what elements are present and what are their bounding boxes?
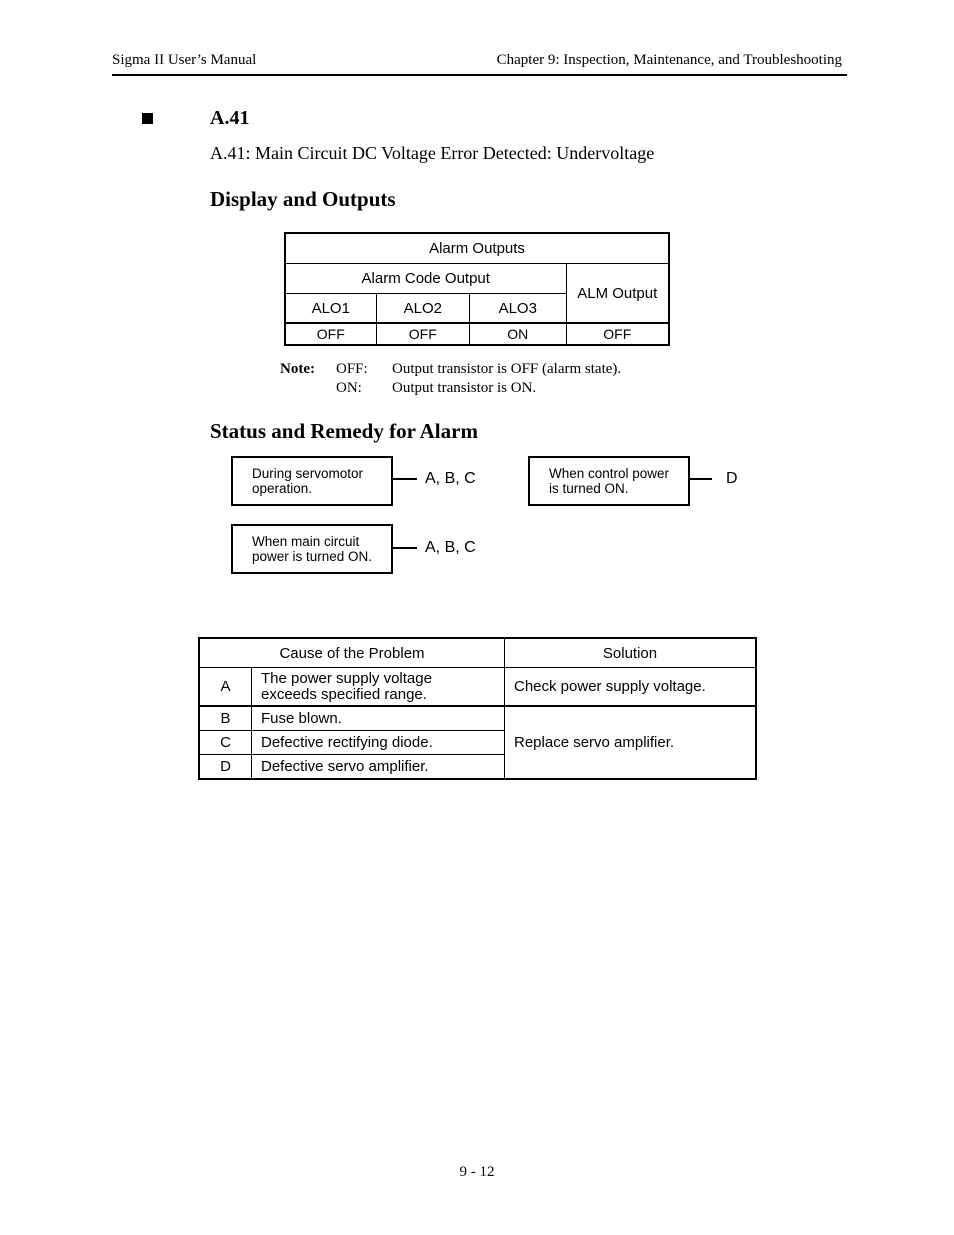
alm-output-header: ALM Output [566, 264, 669, 324]
header-divider [112, 74, 847, 76]
status-box-line1: During servomotor [252, 466, 364, 481]
status-codes: A, B, C [425, 539, 476, 556]
solution-text: Check power supply voltage. [505, 668, 757, 707]
alm-output-value: OFF [566, 323, 669, 345]
cause-text [252, 668, 505, 707]
page-number: 9 - 12 [459, 1164, 495, 1180]
status-box-line2: is turned ON. [549, 481, 629, 496]
alarm-code-output-header: Alarm Code Output [285, 264, 566, 294]
status-box-main-circuit-power-on [231, 524, 393, 574]
alo3-value: ON [470, 323, 566, 345]
cause-key: D [199, 755, 252, 780]
cause-key: B [199, 706, 252, 731]
note-key-off: OFF: [336, 361, 368, 377]
status-box-control-power-on [528, 456, 690, 506]
alarm-outputs-title: Alarm Outputs [285, 233, 669, 264]
note-text-off: Output transistor is OFF (alarm state). [392, 361, 622, 377]
alo1-value: OFF [285, 323, 376, 345]
status-connector [393, 547, 417, 549]
section-code: A.41 [210, 107, 250, 129]
alarm-outputs-table [284, 232, 670, 346]
status-connector [393, 478, 417, 480]
status-box-servomotor-operation [231, 456, 393, 506]
cause-key: A [199, 668, 252, 707]
solution-text: Replace servo amplifier. [505, 706, 757, 779]
cause-text: Fuse blown. [252, 706, 505, 731]
alo1-header: ALO1 [285, 294, 376, 324]
square-bullet-icon [142, 113, 153, 124]
note-text-on: Output transistor is ON. [392, 380, 537, 396]
cause-key: C [199, 731, 252, 755]
cause-header: Cause of the Problem [199, 638, 505, 668]
status-box-line2: operation. [252, 481, 313, 496]
cause-text: Defective servo amplifier. [252, 755, 505, 780]
cause-text-line1: The power supply voltage [261, 669, 432, 687]
status-codes: D [726, 470, 738, 487]
header-manual-title: Sigma II User’s Manual [112, 52, 257, 68]
alo2-value: OFF [376, 323, 470, 345]
section-subtitle: A.41: Main Circuit DC Voltage Error Detected: Undervoltage [210, 143, 655, 163]
status-connector [690, 478, 712, 480]
display-outputs-heading: Display and Outputs [210, 187, 396, 211]
cause-text: Defective rectifying diode. [252, 731, 505, 755]
alo3-header: ALO3 [470, 294, 566, 324]
status-box-line1: When control power [549, 466, 670, 481]
status-codes: A, B, C [425, 470, 476, 487]
status-remedy-heading: Status and Remedy for Alarm [210, 419, 478, 443]
status-box-line2: power is turned ON. [252, 549, 373, 564]
solution-header: Solution [505, 638, 757, 668]
note-label: Note: [280, 361, 315, 377]
note-key-on: ON: [336, 380, 362, 396]
status-box-line1: When main circuit [252, 534, 360, 549]
cause-solution-table [198, 637, 757, 780]
header-chapter-title: Chapter 9: Inspection, Maintenance, and Troubleshooting [496, 52, 842, 68]
alo2-header: ALO2 [376, 294, 470, 324]
cause-text-line2: exceeds specified range. [261, 685, 427, 703]
